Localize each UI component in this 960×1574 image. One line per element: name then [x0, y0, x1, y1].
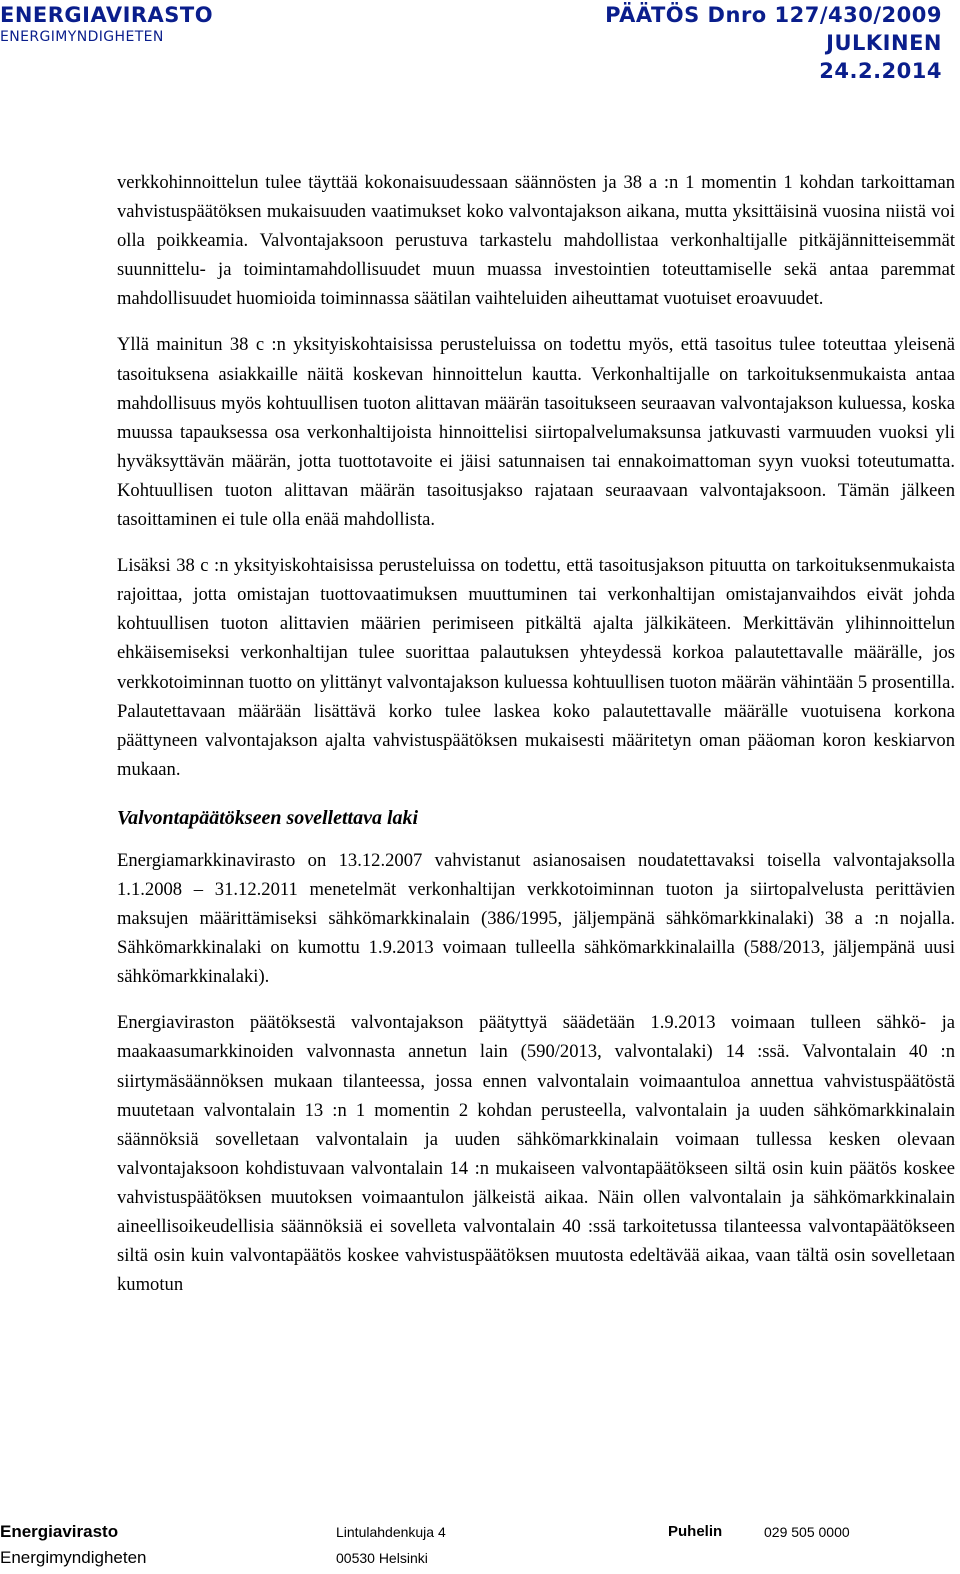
organization-name: ENERGIAVIRASTO [0, 3, 214, 27]
section-paragraph: Energiamarkkinavirasto on 13.12.2007 vahvistanut asianosaisen noudatettavaksi toisella valvontajaksolla 1.1.2008 – 31.12.2011 menetelmät verkonhaltijan verkkotoiminnan tuoton ja siirtopalvelusta perittävien maksujen määrittämiseksi sähkömarkkinalain (386/1995, jäljempänä sähkömarkkinalaki) 38 a :n nojalla. Sähkömarkkinalaki on kumottu 1.9.2013 voimaan tulleella sähkömarkkinalailla (588/2013, jäljempänä uusi sähkömarkkinalaki). [117, 849, 955, 988]
body-paragraph: verkkohinnoittelun tulee täyttää kokonaisuudessaan säännösten ja 38 a :n 1 momentin 1 kohdan tarkoittaman vahvistuspäätöksen mukaisuuden vaatimukset koko valvontajakson aikana, mutta yksittäisinä vuosina niistä voi olla poikkeamia. Valvontajaksoon perustuva tarkastelu mahdollistaa verkonhaltijalle pitkäjännitteisemmät suunnittelu- ja toimintamahdollisuudet muun muassa investointien toteuttamiselle sekä antaa paremmat mahdollisuudet huomioida toiminnassa säätilan vaihteluiden aiheuttamat vuotuiset eroavuudet. [117, 172, 955, 310]
body-paragraph: Yllä mainitun 38 c :n yksityiskohtaisissa perusteluissa on todettu myös, että tasoitus tulee toteuttaa yleisenä tasoituksena asiakkaille näitä koskevan hinnoittelun kautta. Verkonhaltijalle on tarkoituksenmukaista antaa mahdollisuus myös kohtuullisen tuoton alittavan määrän tasoitukseen seuraavan valvontajakson kuluessa, koska muussa tapauksessa osa verkonhaltijoista hinnoittelisi siirtopalvelumaksunsa jatkuvasti varmuuden vuoksi yli hyväksyttävän määrän, jotta tuottotavoite ei jäisi satunnaisen tai ennakoimattoman syyn vuoksi toteutumatta. Kohtuullisen tuoton alittavan määrän tasoitusjakso rajataan seuraavaan valvontajaksoon. Tämän jälkeen tasoittaminen ei tule olla enää mahdollista. [117, 334, 955, 531]
body-paragraph: Lisäksi 38 c :n yksityiskohtaisissa perusteluissa on todettu, että tasoitusjakson pituutta on tarkoituksenmukaista rajoittaa, jotta omistajan tuottovaatimuksen muuttuminen tai verkonhaltijan omistajanvaihdos eivät johda kohtuullisen tuoton alittavien määrien perimiseen pitkältä ajalta jälkikäteen. Merkittävän ylihinnoittelun ehkäisemiseksi verkonhaltijan tulee suorittaa palautuksen yhteydessä korkoa palautettavalle määrälle, jos verkkotoiminnan tuotto on ylittänyt valvontajakson kuluessa kohtuullisen tuoton määrän vähintään 5 prosentilla. Palautettavaan määrään lisättävä korko tulee laskea koko palautettavalle määrälle vuotuisena korkona päättyneen valvontajakson ajalta vahvistuspäätöksen mukaisesti määritetyn oman pääoman koron keskiarvon mukaan. [117, 555, 955, 780]
organization-name-swedish: ENERGIMYNDIGHETEN [0, 29, 164, 45]
section-paragraph: Energiaviraston päätöksestä valvontajakson päätyttyä säädetään 1.9.2013 voimaan tulleen sähkö- ja maakaasumarkkinoiden valvonnasta annetun lain (590/2013, valvontalaki) 14 :ssä. Valvontalain 40 :n siirtymäsäännöksen mukaan tilanteessa, jossa ennen valvontalain voimaantuloa annettua vahvistuspäätöstä muutetaan valvontalain 13 :n 1 momentin 2 kohdan perusteella, valvontalain ja uuden sähkömarkkinalain säännöksiä sovelletaan valvontalain ja uuden sähkömarkkinalain voimaan tullessa kesken olevaan valvontajaksoon kohdistuvaan valvontalain 14 :n mukaiseen valvontapäätökseen siltä osin kuin päätös koskee vahvistuspäätöksen muutoksen voimaantulon jälkeistä aikaa. Näin ollen valvontalain ja sähkömarkkinalain aineellisoikeudellisia säännöksiä ei sovelleta valvontalain 40 :ssä tarkoitetussa tilanteessa valvontapäätökseen siltä osin kuin valvontapäätös koskee vahvistuspäätöksen muutosta edeltävää aikaa, vaan tältä osin sovelletaan kumotun [117, 1012, 955, 1296]
decision-reference: PÄÄTÖS Dnro 127/430/2009 [605, 3, 942, 27]
header-organization [0, 2, 213, 46]
header-document-info [605, 2, 942, 84]
classification-label: JULKINEN [826, 31, 942, 55]
footer-organization-name-swedish: Energimyndigheten [0, 1548, 147, 1567]
page-footer [0, 1519, 960, 1574]
document-date: 24.2.2014 [819, 59, 942, 83]
footer-phone-number: 029 505 0000 [764, 1524, 850, 1540]
document-body [117, 168, 955, 1299]
footer-street-address: Lintulahdenkuja 4 [336, 1524, 446, 1540]
footer-organization-name: Energiavirasto [0, 1522, 119, 1541]
footer-phone-label: Puhelin [668, 1523, 723, 1540]
section-heading: Valvontapäätökseen sovellettava laki [117, 806, 419, 829]
footer-city: 00530 Helsinki [336, 1550, 428, 1566]
